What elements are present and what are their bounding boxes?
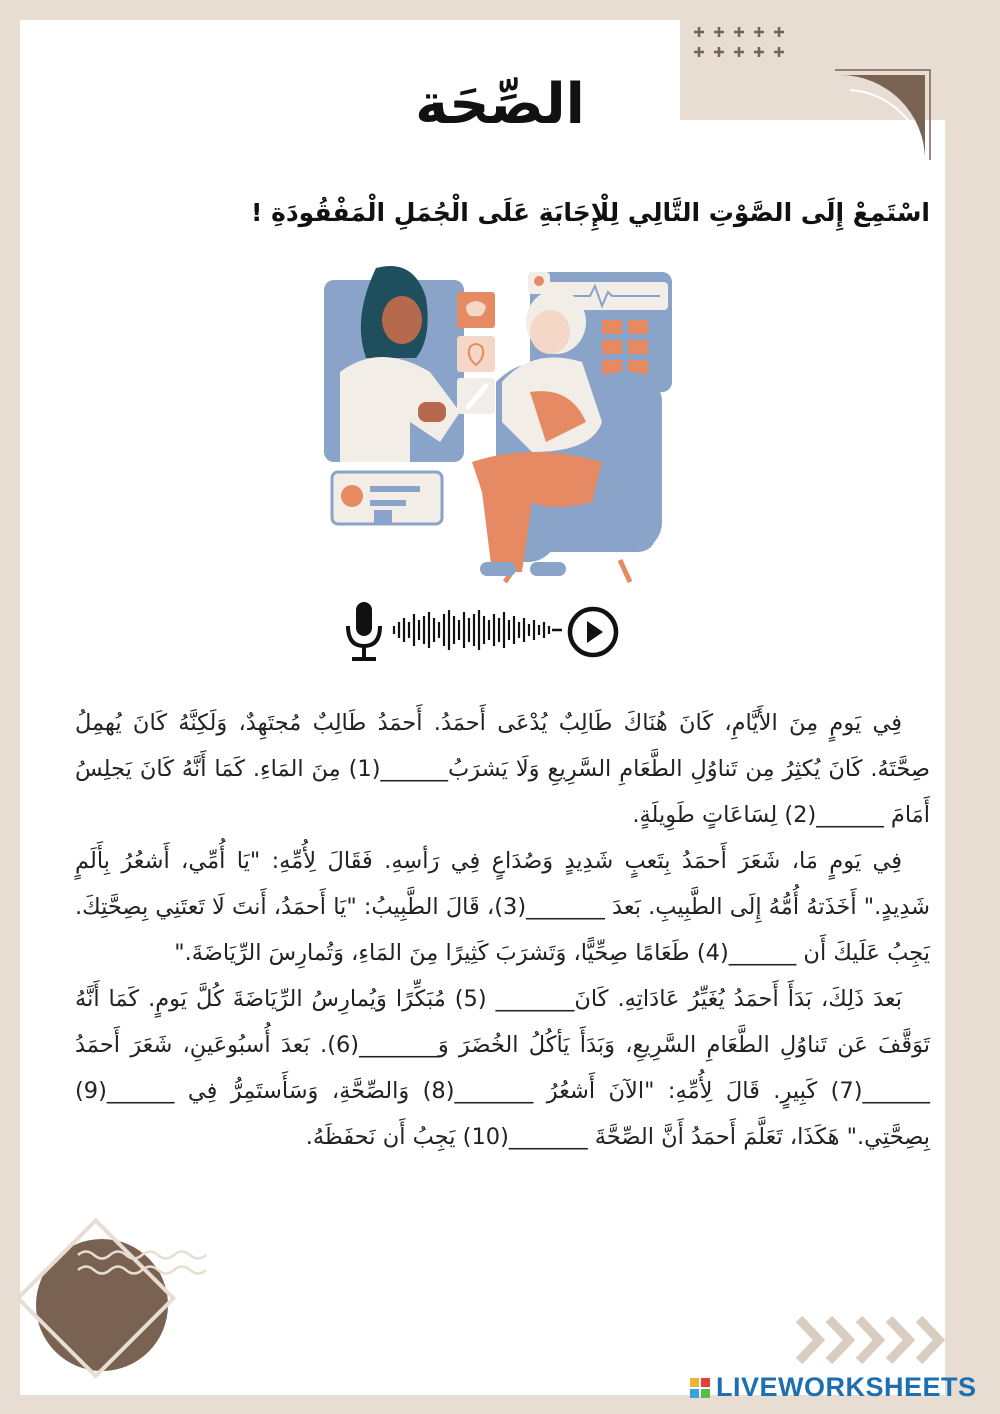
cube-tile: [690, 1378, 699, 1387]
play-icon[interactable]: [566, 605, 620, 659]
logo-cube-icon: [690, 1378, 710, 1398]
bottom-left-decoration: [0, 1215, 240, 1414]
cube-tile: [701, 1389, 710, 1398]
microphone-icon: [340, 598, 390, 664]
chevron-pattern-icon: [795, 1315, 950, 1365]
page-title: الصِّحَة: [415, 72, 585, 137]
cube-tile: [701, 1378, 710, 1387]
audio-waveform-icon: [390, 608, 562, 652]
story-paragraph: بَعدَ ذَلِكَ، بَدَأَ أَحمَدُ يُغَيِّرُ عَادَاتِهِ. كَانَ_______ (5) مُبَكِّرًا وَيُمارِسُ الرِّيَاضَةَ كُلَّ يَومٍ. كَمَا أَنَّهُ تَوَقَّفَ عَن تَناوُلِ الطَّعَامِ السَّرِيعِ، وَبَدَأَ يَأكُلُ الخُضَرَ وَ_______(6). بَعدَ أُسبُوعَينِ، شَعَرَ أَحمَدُ ______(7) كَبِيرٍ. قَالَ لِأُمِّهِ: "الآنَ أَشعُرُ _______(8) وَالصِّحَّةِ، وَسَأَستَمِرُّ فِي ______(9) بِصِحَّتِي." هَكَذَا، تَعَلَّمَ أَحمَدُ أَنَّ الصِّحَّةَ _______(10) يَجِبُ أَن نَحفَظَهُ.: [75, 986, 930, 1150]
brand-name: LIVEWORKSHEETS: [716, 1372, 977, 1402]
story-text: [75, 700, 930, 1160]
id-card-avatar-icon: [341, 485, 363, 507]
story-paragraph: فِي يَومٍ مِنَ الأَيَّامِ، كَانَ هُنَاكَ طَالِبٌ يُدْعَى أَحمَدُ. أَحمَدُ طَالِبٌ مُجتَهِدٌ، وَلَكِنَّهُ كَانَ يُهمِلُ صِحَّتَهُ. كَانَ يُكثِرُ مِن تَناوُلِ الطَّعَامِ السَّرِيعِ وَلَا يَشرَبُ______(1) مِنَ المَاءِ. كَمَا أَنَّهُ كَانَ يَجلِسُ أَمَامَ ______(2) لِسَاعَاتٍ طَوِيلَةٍ.: [75, 710, 930, 828]
story-paragraph: فِي يَومٍ مَا، شَعَرَ أَحمَدُ بِتَعبٍ شَدِيدٍ وَصُدَاعٍ فِي رَأسِهِ. فَقَالَ لِأُمِّهِ: "يَا أُمِّي، أَشعُرُ بِأَلَمٍ شَدِيدٍ." أَخَذَتهُ أُمُّهُ إِلَى الطَّبِيبِ. بَعدَ _______(3)، قَالَ الطَّبِيبُ: "يَا أَحمَدُ، أَنتَ لَا تَعتَنِي بِصِحَّتِكَ. يَجِبُ عَلَيكَ أَن ______(4) طَعَامًا صِحِّيًّا، وَتَشرَبَ كَثِيرًا مِنَ المَاءِ، وَتُمارِسَ الرِّيَاضَةَ.": [75, 848, 930, 966]
cube-tile: [690, 1389, 699, 1398]
doctor-patient-illustration: [320, 262, 680, 587]
instruction-text: اسْتَمِعْ إِلَى الصَّوْتِ التَّالِي لِلْإِجَابَةِ عَلَى الْجُمَلِ الْمَفْقُودَةِ !: [250, 198, 930, 227]
liveworksheets-logo: [690, 1372, 977, 1403]
audio-player[interactable]: [340, 598, 625, 664]
